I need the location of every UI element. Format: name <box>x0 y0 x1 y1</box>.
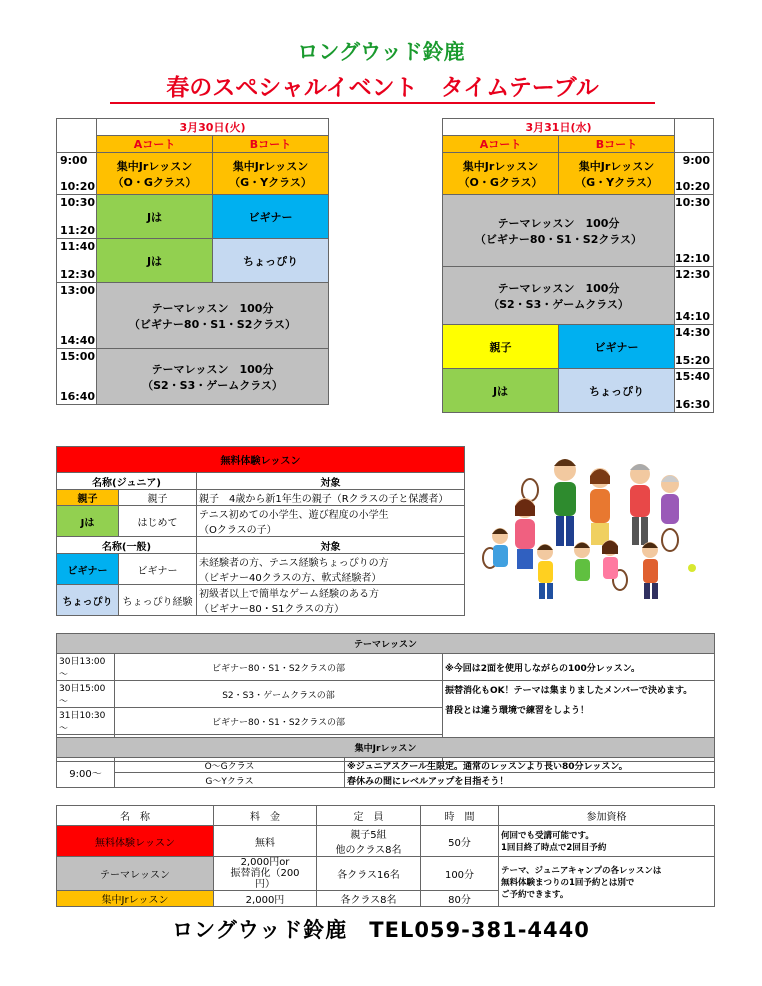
racket-icon <box>522 479 538 501</box>
fee-header-fee: 料 金 <box>214 806 317 826</box>
fee-row-fee: 無料 <box>214 826 317 857</box>
fee-row-fee: 2,000円 <box>214 891 317 907</box>
day1-court-b: Bコート <box>213 136 329 153</box>
day2-court-b: Bコート <box>559 136 675 153</box>
day2-time-slot: 9:00 10:20 <box>675 153 714 195</box>
day1-cell-theme-1: テーマレッスン 100分 （ビギナー80・S1・S2クラス） <box>97 283 329 349</box>
name-oyako: 親子 <box>119 490 197 506</box>
day2-cell-oyako: 親子 <box>443 325 559 369</box>
day1-time-slot: 13:00 14:40 <box>57 283 97 349</box>
day2-court-a: Aコート <box>443 136 559 153</box>
theme-time: 30日15:00～ <box>57 681 115 708</box>
day2-cell-theme-1: テーマレッスン 100分 （ビギナー80・S1・S2クラス） <box>443 195 675 267</box>
fee-row-name: 集中Jrレッスン <box>57 891 214 907</box>
jr-lesson-table <box>56 737 715 788</box>
day2-time-slot: 14:30 15:20 <box>675 325 714 369</box>
day2-date: 3月31日(水) <box>443 119 675 136</box>
fee-row-capacity: 各クラス16名 <box>317 857 421 891</box>
day1-time-slot: 11:40 12:30 <box>57 239 97 283</box>
fee-note: 何回でも受講可能です。 1回目終了時点で2回目予約 <box>499 826 715 857</box>
junior-name-header: 名称(ジュニア) <box>57 473 197 490</box>
tag-jha: Jは <box>57 506 119 537</box>
target-oyako: 親子 4歳から新1年生の親子（Rクラスの子と保護者） <box>197 490 465 506</box>
day2-cell-choppiri: ちょっぴり <box>559 369 675 413</box>
jr-class: G～Yクラス <box>115 773 345 788</box>
day1-cell-jha: Jは <box>97 239 213 283</box>
theme-time: 31日10:30～ <box>57 708 115 735</box>
day2-cell-jha: Jは <box>443 369 559 413</box>
fee-row-time: 100分 <box>421 857 499 891</box>
family-tennis-illustration <box>470 448 702 604</box>
page-title: ロングウッド鈴鹿 <box>297 40 465 64</box>
fee-note: テーマ、ジュニアキャンプの各レッスンは 無料体験まつりの1回予約とは別で ご予約できます。 <box>499 857 715 907</box>
general-name-header: 名称(一般) <box>57 537 197 554</box>
fee-row-time: 50分 <box>421 826 499 857</box>
day2-time-slot: 15:40 16:30 <box>675 369 714 413</box>
jr-note: ※ジュニアスクール生限定。通常のレッスンより長い80分レッスン。 <box>345 758 715 773</box>
timetable-day2 <box>442 118 714 413</box>
day1-time-slot: 9:00 10:20 <box>57 153 97 195</box>
fee-table <box>56 805 715 907</box>
theme-time: 30日13:00～ <box>57 654 115 681</box>
day1-date: 3月30日(火) <box>97 119 329 136</box>
day1-court-a: Aコート <box>97 136 213 153</box>
fee-header-name: 名 称 <box>57 806 214 826</box>
day2-cell-beginner: ビギナー <box>559 325 675 369</box>
fee-row-time: 80分 <box>421 891 499 907</box>
jr-class: O～Gクラス <box>115 758 345 773</box>
target-header: 対象 <box>197 473 465 490</box>
day1-cell-choppiri: ちょっぴり <box>213 239 329 283</box>
fee-row-capacity: 親子5組 他のクラス8名 <box>317 826 421 857</box>
racket-icon <box>662 529 678 551</box>
day2-cell-jr-gy: 集中Jrレッスン （G・Yクラス） <box>559 153 675 195</box>
day1-time-slot: 15:00 16:40 <box>57 349 97 405</box>
fee-header-eligibility: 参加資格 <box>499 806 715 826</box>
theme-class: ビギナー80・S1・S2クラスの部 <box>115 708 443 735</box>
theme-class: S2・S3・ゲームクラスの部 <box>115 681 443 708</box>
tag-oyako: 親子 <box>57 490 119 506</box>
day1-cell-beginner: ビギナー <box>213 195 329 239</box>
fee-row-name: 無料体験レッスン <box>57 826 214 857</box>
jr-lesson-title: 集中Jrレッスン <box>57 738 715 758</box>
day2-cell-jr-og: 集中Jrレッスン （O・Gクラス） <box>443 153 559 195</box>
tennis-ball-icon <box>688 564 696 572</box>
day2-time-slot: 12:30 14:10 <box>675 267 714 325</box>
fee-row-fee: 2,000円or 振替消化（200 円） <box>214 857 317 891</box>
tag-beginner: ビギナー <box>57 554 119 585</box>
name-beginner: ビギナー <box>119 554 197 585</box>
fee-row-capacity: 各クラス8名 <box>317 891 421 907</box>
name-choppiri: ちょっぴり経験 <box>119 585 197 616</box>
page-subtitle: 春のスペシャルイベント タイムテーブル <box>110 74 655 104</box>
day1-cell-jha: Jは <box>97 195 213 239</box>
tag-choppiri: ちょっぴり <box>57 585 119 616</box>
day1-cell-jr-gy: 集中Jrレッスン （G・Yクラス） <box>213 153 329 195</box>
jr-note: 春休みの間にレベルアップを目指そう！ <box>345 773 715 788</box>
target-jha: テニス初めての小学生、遊び程度の小学生 （Oクラスの子） <box>197 506 465 537</box>
target-beginner: 未経験者の方、テニス経験ちょっぴりの方 （ビギナー40クラスの方、軟式経験者） <box>197 554 465 585</box>
target-header: 対象 <box>197 537 465 554</box>
footer-contact: ロングウッド鈴鹿 TEL059-381-4440 <box>172 918 590 942</box>
day1-cell-theme-2: テーマレッスン 100分 （S2・S3・ゲームクラス） <box>97 349 329 405</box>
day1-time-slot: 10:30 11:20 <box>57 195 97 239</box>
theme-note: 振替消化もOK！テーマは集まりましたメンバーで決めます。 普段とは違う環境で練習をしよう！ <box>443 681 715 762</box>
day2-time-slot: 10:30 12:10 <box>675 195 714 267</box>
timetable-day1 <box>56 118 329 405</box>
free-lesson-title: 無料体験レッスン <box>57 447 465 473</box>
free-lesson-table <box>56 446 465 616</box>
fee-row-name: テーマレッスン <box>57 857 214 891</box>
fee-header-capacity: 定 員 <box>317 806 421 826</box>
theme-class: ビギナー80・S1・S2クラスの部 <box>115 654 443 681</box>
theme-lesson-title: テーマレッスン <box>57 634 715 654</box>
name-jha: はじめて <box>119 506 197 537</box>
theme-note: ※今回は2面を使用しながらの100分レッスン。 <box>443 654 715 681</box>
target-choppiri: 初級者以上で簡単なゲーム経験のある方 （ビギナー80・S1クラスの方） <box>197 585 465 616</box>
day2-cell-theme-2: テーマレッスン 100分 （S2・S3・ゲームクラス） <box>443 267 675 325</box>
day1-cell-jr-og: 集中Jrレッスン （O・Gクラス） <box>97 153 213 195</box>
jr-time: 9:00～ <box>57 758 115 788</box>
fee-header-time: 時 間 <box>421 806 499 826</box>
